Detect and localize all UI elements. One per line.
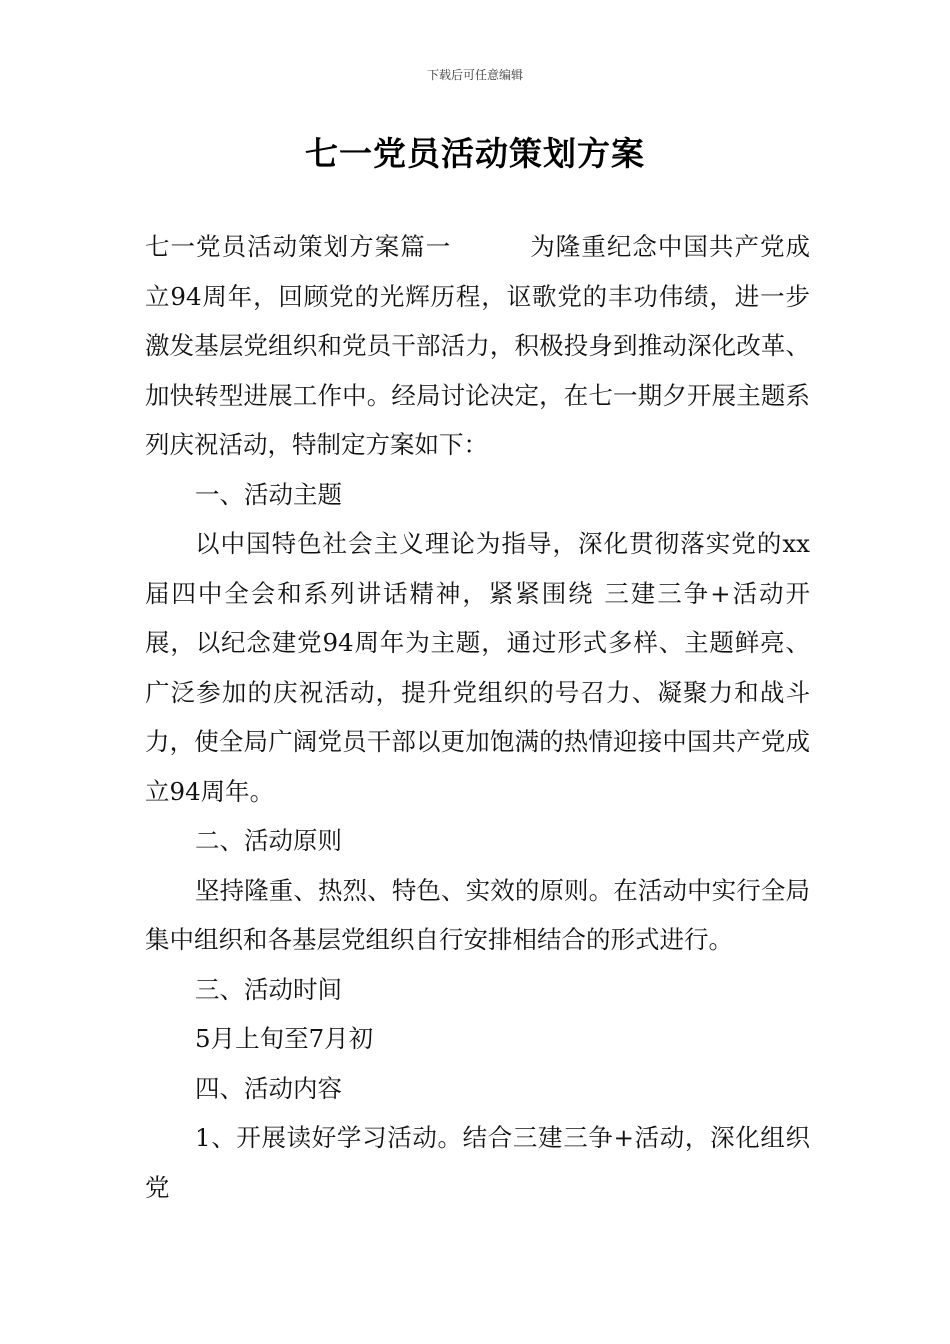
intro-paragraph xyxy=(145,222,810,470)
section-heading-content: 四、活动内容 xyxy=(195,1073,342,1103)
intro-text: 为隆重纪念中国共产党成立94周年，回顾党的光辉历程，讴歌党的丰功伟绩，进一步激发基层党组织和党员干部活力，积极投身到推动深化改革、加快转型进展工作中。经局讨论决定，在七一期夕开展主题系列庆祝活动，特制定方案如下： xyxy=(145,232,811,459)
section-text-principle: 坚持隆重、热烈、特色、实效的原则。在活动中实行全局集中组织和各基层党组织自行安排相结合的形式进行。 xyxy=(145,875,810,954)
section-heading-theme: 一、活动主题 xyxy=(195,479,342,509)
intro-heading: 七一党员活动策划方案篇一 xyxy=(145,232,452,261)
document-title: 七一党员活动策划方案 xyxy=(305,134,645,173)
section-text-time: 5月上旬至7月初 xyxy=(195,1024,374,1053)
section-text-theme: 以中国特色社会主义理论为指导，深化贯彻落实党的xx届四中全会和系列讲话精神，紧紧围绕 三建三争+活动开展，以纪念建党94周年为主题，通过形式多样、主题鲜亮、广泛参加的庆祝活动，提升党组织的号召力、凝聚力和战斗力，使全局广阔党员干部以更加饱满的热情迎接中国共产党成立94周年。 xyxy=(145,529,810,806)
page-header-note: 下载后可任意编辑 xyxy=(426,68,523,82)
document-body xyxy=(145,222,810,1212)
section-heading-principle: 二、活动原则 xyxy=(195,826,342,855)
section-heading-time: 三、活动时间 xyxy=(195,974,342,1004)
section-text-content: 1、开展读好学习活动。结合三建三争+活动，深化组织党 xyxy=(145,1123,810,1202)
